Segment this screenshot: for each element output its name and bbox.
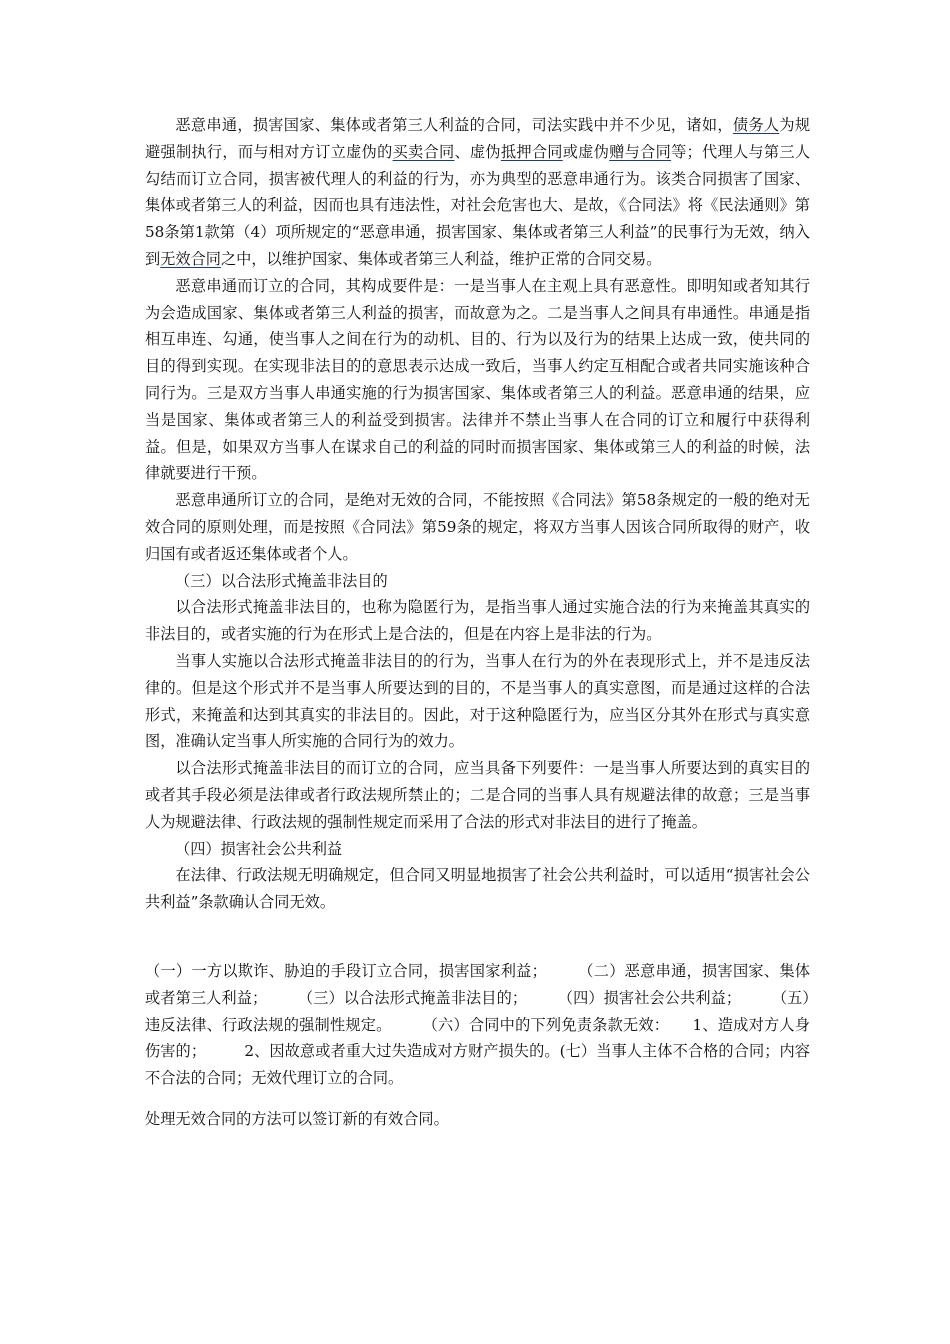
summary-list-paragraph: （一）一方以欺诈、胁迫的手段订立合同，损害国家利益； （二）恶意串通，损害国家、集体或者第三人利益； （三）以合法形式掩盖非法目的； （四）损害社会公共利益； （五）违反法律、行政法规的强制性规定。 （六）合同中的下列免责条款无效： 1、造成对方人身伤害的； 2、因故意或者重大过失造成对方财产损失的。(七）当事人主体不合格的合同；内容不合法的合同；无效代理订立的合同。 xyxy=(145,961,810,1088)
document-body xyxy=(145,112,810,1133)
spacer xyxy=(145,916,810,958)
spacer xyxy=(145,1092,810,1106)
text-run: 恶意串通，损害国家、集体或者第三人利益的合同，司法实践中并不少见，诸如， xyxy=(175,116,733,134)
link-void-contract[interactable]: 无效合同 xyxy=(160,249,221,268)
text-run: 、虚伪 xyxy=(454,142,501,161)
paragraph-concealment-analysis: 当事人实施以合法形式掩盖非法目的的行为，当事人在行为的外在表现形式上，并不是违反法律的。但是这个形式并不是当事人所要达到的目的，不是当事人的真实意图，而是通过这样的合法形式，来掩盖和达到其真实的非法目的。因此，对于这种隐匿行为，应当区分其外在形式与真实意图，准确认定当事人所实施的合同行为的效力。 xyxy=(145,651,810,751)
link-sales-contract[interactable]: 买卖合同 xyxy=(392,142,455,161)
paragraph-malicious-collusion xyxy=(145,112,810,273)
section-heading-3: （三）以合法形式掩盖非法目的 xyxy=(175,571,388,590)
conclusion-paragraph: 处理无效合同的方法可以签订新的有效合同。 xyxy=(145,1109,449,1128)
section-heading-4: （四）损害社会公共利益 xyxy=(175,839,343,858)
link-debtor[interactable]: 债务人 xyxy=(732,116,780,134)
paragraph-public-interest: 在法律、行政法规无明确规定，但合同又明显地损害了社会公共利益时，可以适用“损害社会公共利益”条款确认合同无效。 xyxy=(145,866,810,912)
link-mortgage-contract[interactable]: 抵押合同 xyxy=(500,142,563,161)
paragraph-collusion-consequence: 恶意串通所订立的合同，是绝对无效的合同，不能按照《合同法》第58条规定的一般的绝对无效合同的原则处理，而是按照《合同法》第59条的规定，将双方当事人因该合同所取得的财产，收归国有或者返还集体或者个人。 xyxy=(145,491,810,563)
paragraph-concealment-definition: 以合法形式掩盖非法目的，也称为隐匿行为，是指当事人通过实施合法的行为来掩盖其真实的非法目的，或者实施的行为在形式上是合法的，但是在内容上是非法的行为。 xyxy=(145,598,810,644)
text-run: 或虚伪 xyxy=(562,142,610,161)
text-run: 之中，以维护国家、集体或者第三人利益，维护正常的合同交易。 xyxy=(220,249,662,268)
text-run: 为规避强制执行，而与相对方订立虚伪的 xyxy=(145,116,811,161)
text-run: 等；代理人与第三人勾结而订立合同，损害被代理人的利益的行为，亦为典型的恶意串通行为。该类合同损害了国家、集体或者第三人的利益，因而也具有违法性，对社会危害也大、是故，《合同法》将《民法通则》第58条第1款第（4）项所规定的“恶意串通，损害国家、集体或者第三人利益”的民事行为无效，纳入到 xyxy=(145,142,811,268)
link-gift-contract[interactable]: 赠与合同 xyxy=(609,142,672,161)
paragraph-collusion-elements: 恶意串通而订立的合同，其构成要件是：一是当事人在主观上具有恶意性。即明知或者知其行为会造成国家、集体或者第三人利益的损害，而故意为之。二是当事人之间具有串通性。串通是指相互串连、勾通，使当事人之间在行为的动机、目的、行为以及行为的结果上达成一致，使共同的目的得到实现。在实现非法目的的意思表示达成一致后，当事人约定互相配合或者共同实施该种合同行为。三是双方当事人串通实施的行为损害国家、集体或者第三人的利益。恶意串通的结果，应当是国家、集体或者第三人的利益受到损害。法律并不禁止当事人在合同的订立和履行中获得利益。但是，如果双方当事人在谋求自己的利益的同时而损害国家、集体或第三人的利益的时候，法律就要进行干预。 xyxy=(145,276,810,483)
paragraph-concealment-elements: 以合法形式掩盖非法目的而订立的合同，应当具备下列要件：一是当事人所要达到的真实目的或者其手段必须是法律或者行政法规所禁止的；二是合同的当事人具有规避法律的故意；三是当事人为规避法律、行政法规的强制性规定而采用了合法的形式对非法目的进行了掩盖。 xyxy=(145,759,810,831)
